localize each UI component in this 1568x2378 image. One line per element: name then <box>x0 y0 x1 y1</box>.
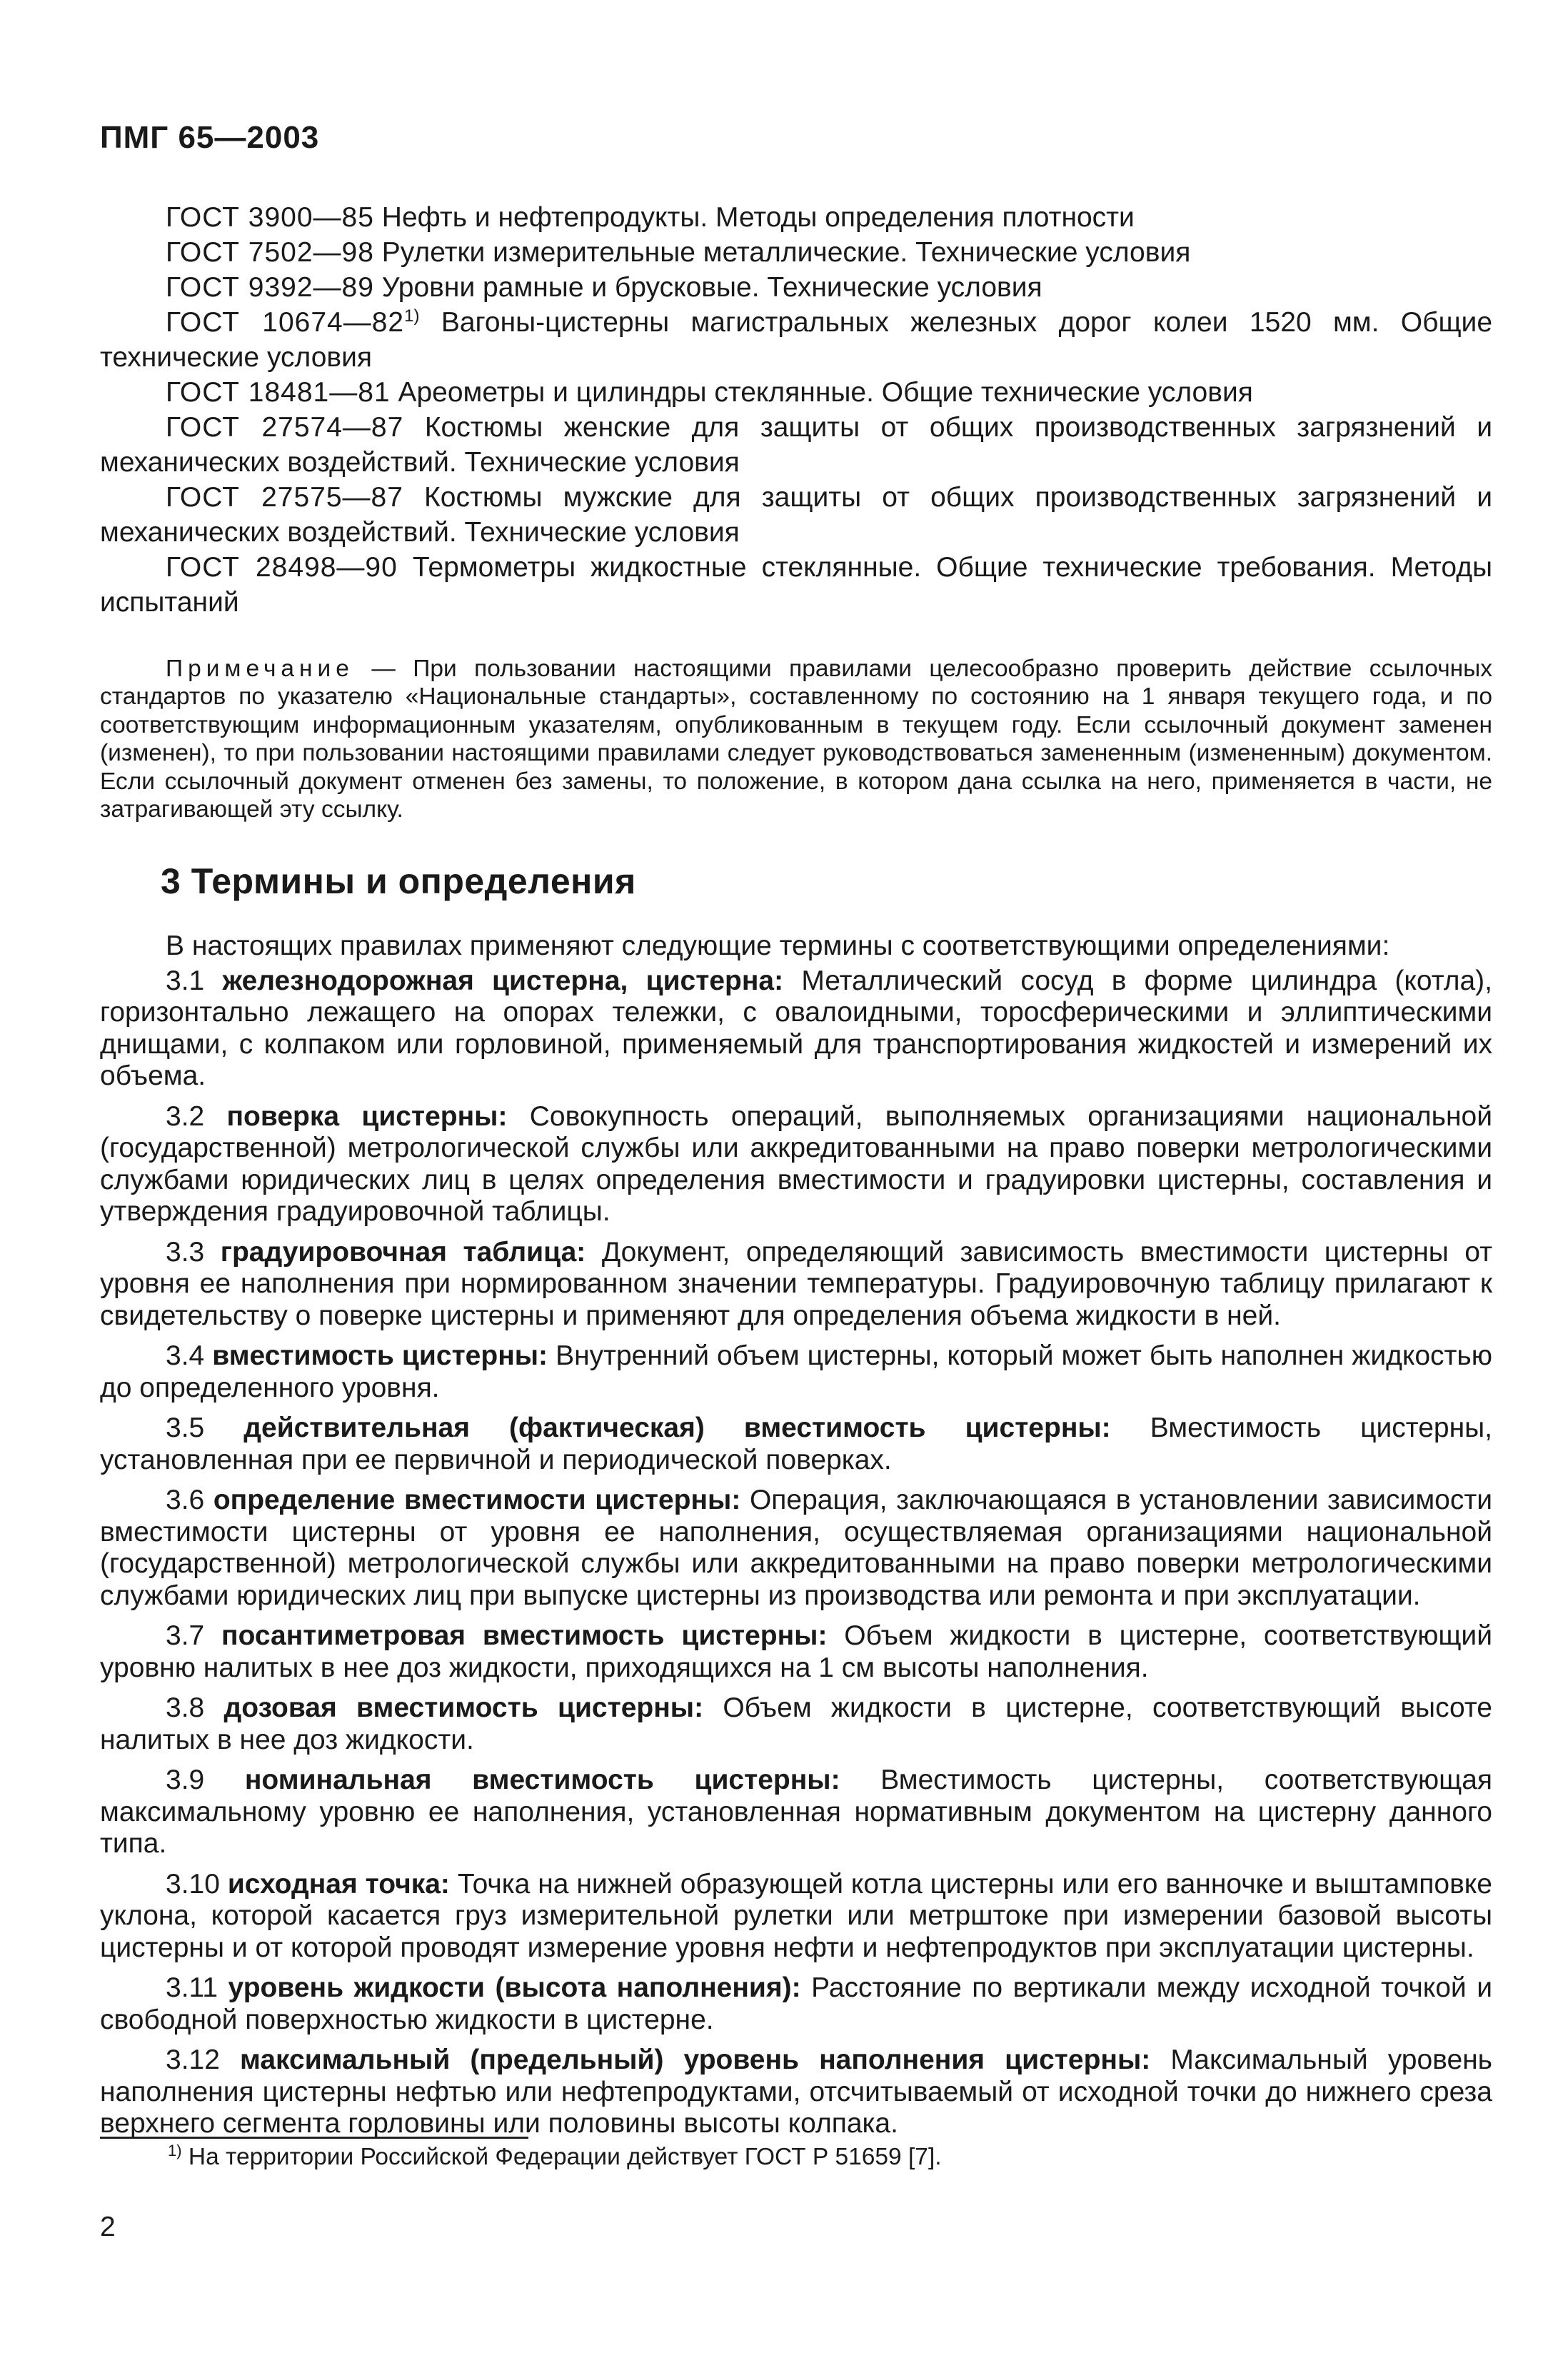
term-item <box>100 965 1492 1093</box>
reference-item <box>100 270 1492 305</box>
term-definition: Точка на нижней образующей котла цистерны или его ванночке и выштамповке уклона, которой касается груз измерительной рулетки или метрштоке при измерении базовой высоты цистерны и от которой проводят измерение уровня нефти и нефтепродуктов при эксплуатации цистерны. <box>100 1868 1492 1963</box>
terms-section <box>100 930 1492 2149</box>
term-name: дозовая вместимость цистерны: <box>223 1692 704 1723</box>
term-definition: Вместимость цистерны, установленная при ее первичной и периодической поверках. <box>100 1413 1492 1475</box>
term-number: 3.12 <box>166 2045 220 2075</box>
section-intro: В настоящих правилах применяют следующие термины с соответствующими определениями: <box>166 930 1390 961</box>
term-item <box>100 1237 1492 1333</box>
reference-code: ГОСТ 27574—87 <box>166 412 404 443</box>
reference-title: Уровни рамные и брусковые. Технические условия <box>381 272 1042 303</box>
document-code-header: ПМГ 65—2003 <box>100 120 320 155</box>
term-definition: Расстояние по вертикали между исходной точкой и свободной поверхностью жидкости в цистерне. <box>100 1972 1493 2035</box>
term-item <box>100 1869 1492 1965</box>
term-number: 3.4 <box>166 1340 205 1371</box>
term-item <box>100 2045 1492 2140</box>
page-number: 2 <box>100 2212 116 2242</box>
term-number: 3.10 <box>166 1868 220 1900</box>
term-name: вместимость цистерны: <box>212 1340 548 1371</box>
section-title: 3 Термины и определения <box>161 861 636 901</box>
term-definition: Внутренний объем цистерны, который может быть наполнен жидкостью до определенного уровня. <box>100 1340 1492 1403</box>
term-item <box>100 1692 1492 1756</box>
reference-title: Нефть и нефтепродукты. Методы определения плотности <box>381 202 1135 233</box>
term-number: 3.9 <box>166 1765 205 1795</box>
term-definition: Вместимость цистерны, соответствующая максимальному уровню ее наполнения, установленная нормативным документом на цистерну данного типа. <box>100 1765 1493 1859</box>
term-name: номинальная вместимость цистерны: <box>244 1765 840 1795</box>
reference-item <box>100 375 1492 410</box>
reference-item <box>100 235 1492 270</box>
reference-code: ГОСТ 28498—90 <box>166 552 398 583</box>
term-number: 3.2 <box>166 1100 205 1132</box>
reference-item <box>100 480 1492 550</box>
footnote-mark: 1) <box>168 2141 182 2159</box>
reference-code: ГОСТ 18481—81 <box>166 377 391 408</box>
reference-code: ГОСТ 27575—87 <box>166 482 403 513</box>
term-name: уровень жидкости (высота наполнения): <box>228 1972 801 2003</box>
footnote-divider <box>100 2137 528 2139</box>
reference-title: Костюмы женские для защиты от общих производственных загрязнений и механических воздействий. Технические условия <box>100 412 1493 478</box>
term-item <box>100 1101 1492 1228</box>
term-name: посантиметровая вместимость цистерны: <box>221 1620 828 1651</box>
reference-code: ГОСТ 7502—98 <box>166 237 374 268</box>
term-item <box>100 1972 1492 2036</box>
reference-item <box>100 305 1492 375</box>
term-definition: Максимальный уровень наполнения цистерны нефтью или нефтепродуктами, отсчитываемый от исходной точки до нижнего среза верхнего сегмента горловины или половины высоты колпака. <box>100 2045 1493 2139</box>
reference-title: Термометры жидкостные стеклянные. Общие технические требования. Методы испытаний <box>100 552 1492 618</box>
reference-title: Ареометры и цилиндры стеклянные. Общие технические условия <box>398 377 1253 408</box>
term-definition: Операция, заключающаяся в установлении зависимости вместимости цистерны от уровня ее наполнения, осуществляемая организациями национальной (государственной) метрологической службы или аккредитованными на право поверки метрологическими службами юридических лиц при выпуске цистерны из производства или ремонта и при эксплуатации. <box>100 1485 1492 1611</box>
note-paragraph <box>100 655 1492 824</box>
footnote-marker: 1) <box>404 306 420 326</box>
term-number: 3.8 <box>166 1692 205 1723</box>
reference-item <box>100 410 1492 480</box>
term-number: 3.7 <box>166 1620 205 1651</box>
term-name: действительная (фактическая) вместимость цистерны: <box>243 1413 1111 1443</box>
note-dash: — <box>353 655 413 682</box>
term-number: 3.6 <box>166 1485 205 1515</box>
term-number: 3.5 <box>166 1413 205 1443</box>
term-number: 3.3 <box>166 1236 205 1268</box>
term-name: градуировочная таблица: <box>220 1236 586 1268</box>
term-name: исходная точка: <box>227 1868 450 1900</box>
term-name: поверка цистерны: <box>226 1100 508 1132</box>
reference-item <box>100 200 1492 235</box>
term-item <box>100 1413 1492 1476</box>
note-text: При пользовании настоящими правилами целесообразно проверить действие ссылочных стандартов по указателю «Национальные стандарты», составленному по состоянию на 1 января текущего года, и по соответствующим информационным указателям, опубликованным в текущем году. Если ссылочный документ заменен (изменен), то при пользовании настоящими правилами следует руководствоваться замененным (измененным) документом. Если ссылочный документ отменен без замены, то положение, в котором дана ссылка на него, применяется в части, не затрагивающей эту ссылку. <box>100 655 1492 823</box>
term-number: 3.1 <box>166 965 205 996</box>
reference-title: Вагоны-цистерны магистральных железных дорог колеи 1520 мм. Общие технические условия <box>100 307 1493 373</box>
term-item <box>100 1765 1492 1860</box>
term-name: железнодорожная цистерна, цистерна: <box>222 965 784 996</box>
term-name: определение вместимости цистерны: <box>213 1485 741 1515</box>
term-item <box>100 1340 1492 1404</box>
reference-title: Костюмы мужские для защиты от общих производственных загрязнений и механических воздействий. Технические условия <box>100 482 1492 548</box>
reference-code: ГОСТ 9392—89 <box>166 272 374 303</box>
footnote-text: На территории Российской Федерации действует ГОСТ Р 51659 [7]. <box>188 2144 942 2170</box>
reference-code: ГОСТ 3900—85 <box>166 202 374 233</box>
term-item <box>100 1620 1492 1684</box>
reference-item <box>100 550 1492 620</box>
reference-title: Рулетки измерительные металлические. Технические условия <box>381 237 1191 268</box>
term-number: 3.11 <box>166 1972 218 2003</box>
term-definition: Документ, определяющий зависимость вместимости цистерны от уровня ее наполнения при нормированном значении температуры. Градуировочную таблицу прилагают к свидетельству о поверке цистерны и применяют для определения объема жидкости в ней. <box>100 1236 1492 1331</box>
term-name: максимальный (предельный) уровень наполнения цистерны: <box>239 2045 1151 2075</box>
term-definition: Металлический сосуд в форме цилиндра (котла), горизонтально лежащего на опорах тележки, с овалоидными, торосферическими и эллиптическими днищами, с колпаком или горловиной, применяемый для транспортирования жидкостей и измерений их объема. <box>100 965 1492 1091</box>
footnote <box>168 2143 942 2172</box>
term-definition: Совокупность операций, выполняемых организациями национальной (государственной) метрологической службы или аккредитованными на право поверки метрологическими службами юридических лиц в целях определения вместимости и градуировки цистерны, составления и утверждения градуировочной таблицы. <box>100 1100 1492 1227</box>
term-definition: Объем жидкости в цистерне, соответствующий уровню налитых в нее доз жидкости, приходящихся на 1 см высоты наполнения. <box>100 1620 1492 1683</box>
normative-references-list <box>100 200 1492 620</box>
reference-code: ГОСТ 10674—82 <box>166 307 405 338</box>
term-definition: Объем жидкости в цистерне, соответствующий высоте налитых в нее доз жидкости. <box>100 1692 1492 1755</box>
note-label: Примечание <box>166 655 354 682</box>
term-item <box>100 1485 1492 1612</box>
